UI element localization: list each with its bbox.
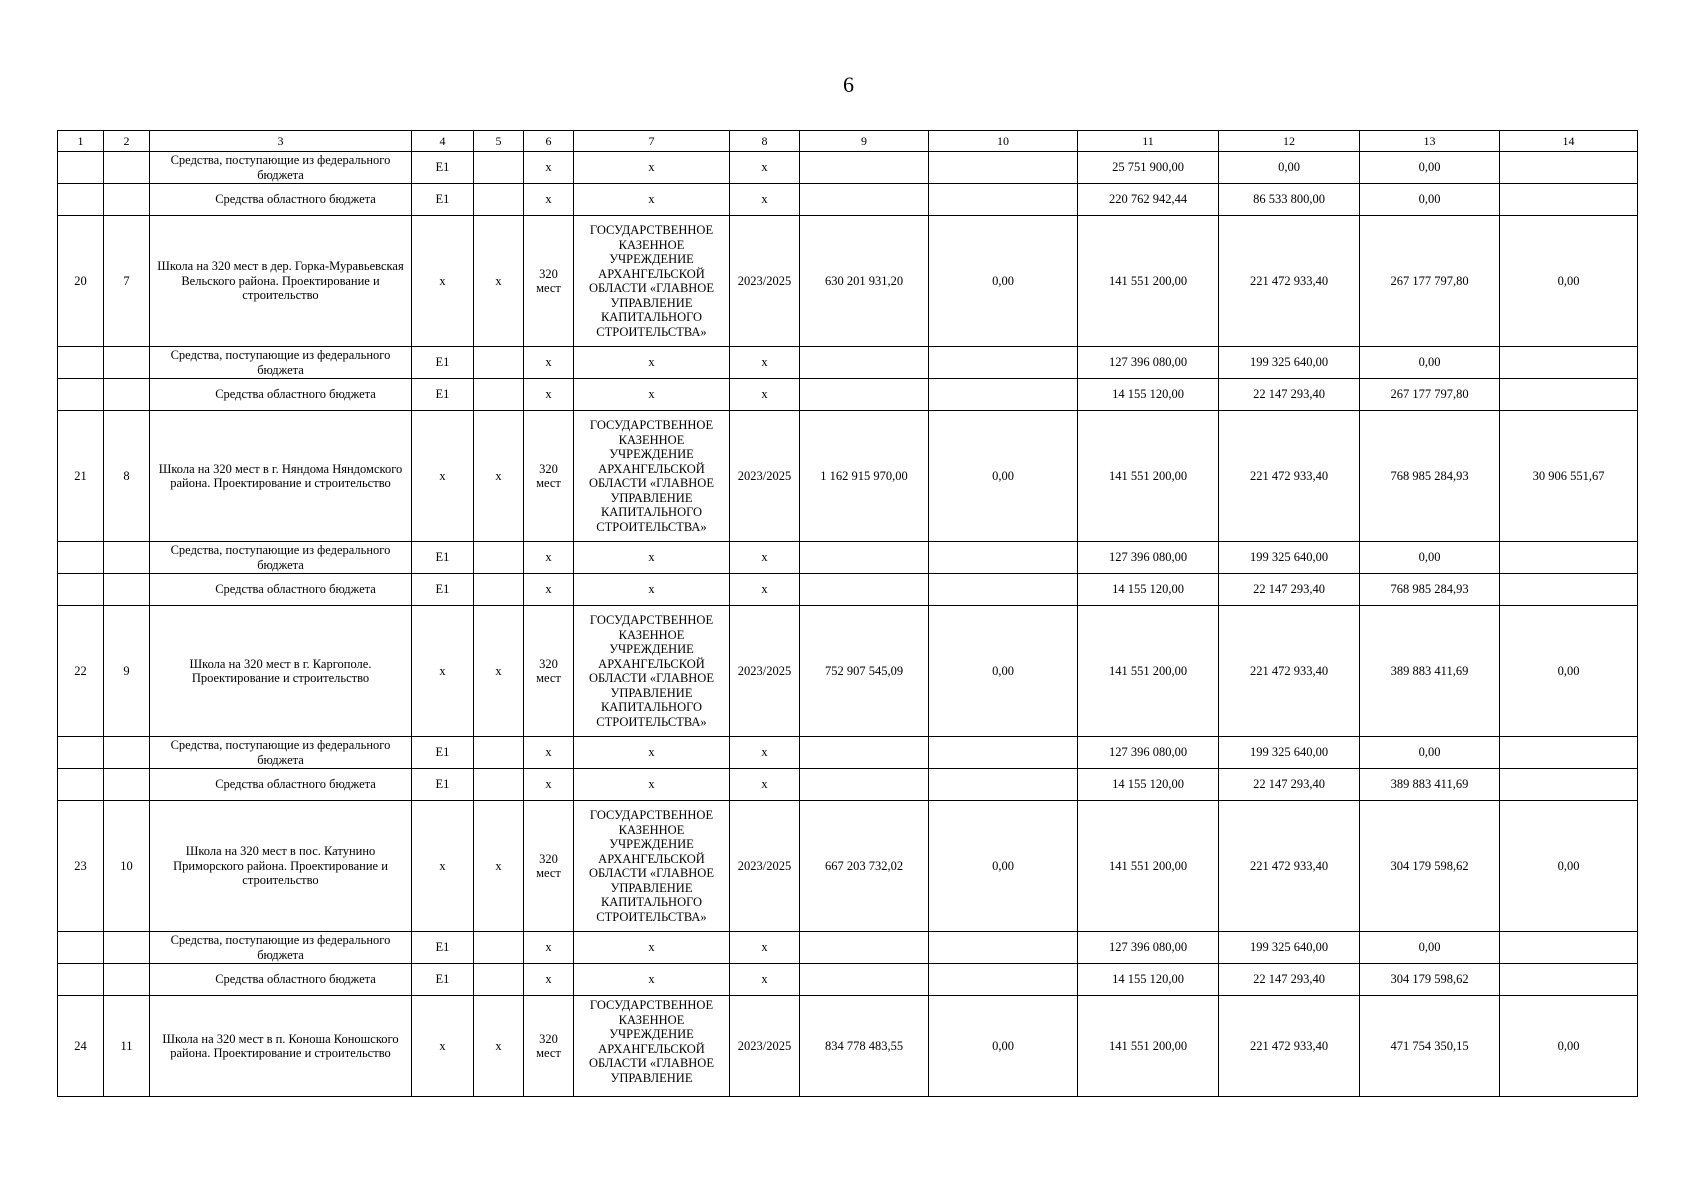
amount-col-11: 14 155 120,00 <box>1078 379 1219 411</box>
amount-col-12: 221 472 933,40 <box>1219 801 1360 932</box>
total-cost-cell: 630 201 931,20 <box>800 216 929 347</box>
amount-col-14: 0,00 <box>1500 996 1638 1097</box>
cell-col-5: х <box>474 606 524 737</box>
amount-col-14: 30 906 551,67 <box>1500 411 1638 542</box>
funding-source-row <box>58 152 1638 184</box>
period-cell: 2023/2025 <box>730 606 800 737</box>
row-number: 23 <box>58 801 104 932</box>
org-line: УЧРЕЖДЕНИЕ <box>609 837 694 851</box>
total-cost-cell <box>800 737 929 769</box>
page-number: 6 <box>843 72 854 97</box>
cell-col-5: х <box>474 216 524 347</box>
org-line: СТРОИТЕЛЬСТВА» <box>596 324 707 339</box>
customer-org <box>574 411 730 542</box>
customer-org: х <box>574 379 730 411</box>
amount-col-11: 14 155 120,00 <box>1078 574 1219 606</box>
object-row <box>58 606 1638 737</box>
org-line: СТРОИТЕЛЬСТВА» <box>596 909 707 924</box>
amount-col-12: 22 147 293,40 <box>1219 574 1360 606</box>
total-cost-cell <box>800 964 929 996</box>
item-number <box>104 152 150 184</box>
capacity-cell: х <box>524 347 574 379</box>
period-cell: х <box>730 769 800 801</box>
funding-source-row <box>58 184 1638 216</box>
cell-col-5 <box>474 932 524 964</box>
row-number: 22 <box>58 606 104 737</box>
amount-col-11: 141 551 200,00 <box>1078 801 1219 932</box>
capacity-cell: 320 мест <box>524 606 574 737</box>
customer-org: х <box>574 542 730 574</box>
cell-col-5 <box>474 379 524 411</box>
object-row <box>58 801 1638 932</box>
amount-col-14 <box>1500 769 1638 801</box>
cell-col-10 <box>929 964 1078 996</box>
period-cell: х <box>730 932 800 964</box>
org-line: СТРОИТЕЛЬСТВА» <box>596 519 707 534</box>
cell-col-5 <box>474 152 524 184</box>
capacity-cell: 320 мест <box>524 411 574 542</box>
code-cell: Е1 <box>412 542 474 574</box>
funding-source-row <box>58 542 1638 574</box>
row-number <box>58 769 104 801</box>
customer-org: х <box>574 964 730 996</box>
org-line: ГОСУДАРСТВЕННОЕ <box>589 998 714 1012</box>
amount-col-12: 221 472 933,40 <box>1219 411 1360 542</box>
cell-col-10 <box>929 347 1078 379</box>
object-name: Средства, поступающие из федерального бюджета <box>150 347 412 379</box>
period-cell: х <box>730 379 800 411</box>
row-number <box>58 964 104 996</box>
amount-col-11: 127 396 080,00 <box>1078 932 1219 964</box>
org-line: УПРАВЛЕНИЕ <box>610 1070 693 1085</box>
org-line: УЧРЕЖДЕНИЕ <box>609 447 694 461</box>
amount-col-11: 14 155 120,00 <box>1078 769 1219 801</box>
cell-col-10 <box>929 737 1078 769</box>
amount-col-14: 0,00 <box>1500 606 1638 737</box>
amount-col-11: 141 551 200,00 <box>1078 216 1219 347</box>
column-number: 2 <box>104 131 150 152</box>
total-cost-cell: 1 162 915 970,00 <box>800 411 929 542</box>
capacity-cell: х <box>524 184 574 216</box>
total-cost-cell: 834 778 483,55 <box>800 996 929 1097</box>
amount-col-13: 304 179 598,62 <box>1360 801 1500 932</box>
code-cell: х <box>412 996 474 1097</box>
object-name: Средства, поступающие из федерального бюджета <box>150 152 412 184</box>
item-number: 7 <box>104 216 150 347</box>
amount-col-14 <box>1500 542 1638 574</box>
org-line: АРХАНГЕЛЬСКОЙ <box>598 656 705 671</box>
org-line: ОБЛАСТИ «ГЛАВНОЕ <box>589 1056 714 1070</box>
code-cell: Е1 <box>412 152 474 184</box>
row-number <box>58 152 104 184</box>
column-number: 11 <box>1078 131 1219 152</box>
item-number <box>104 542 150 574</box>
org-line: УЧРЕЖДЕНИЕ <box>609 642 694 656</box>
amount-col-13: 389 883 411,69 <box>1360 606 1500 737</box>
amount-col-12: 22 147 293,40 <box>1219 379 1360 411</box>
cell-col-10 <box>929 152 1078 184</box>
amount-col-12: 22 147 293,40 <box>1219 769 1360 801</box>
cell-col-5 <box>474 737 524 769</box>
org-line: ОБЛАСТИ «ГЛАВНОЕ <box>589 866 714 880</box>
customer-org: х <box>574 769 730 801</box>
code-cell: Е1 <box>412 769 474 801</box>
amount-col-14 <box>1500 737 1638 769</box>
amount-col-12: 199 325 640,00 <box>1219 737 1360 769</box>
object-name: Школа на 320 мест в г. Няндома Няндомского района. Проектирование и строительство <box>150 411 412 542</box>
org-line: КАЗЕННОЕ <box>618 822 685 837</box>
amount-col-12: 0,00 <box>1219 152 1360 184</box>
cell-col-5 <box>474 574 524 606</box>
amount-col-14 <box>1500 964 1638 996</box>
funding-source-row <box>58 737 1638 769</box>
column-number: 12 <box>1219 131 1360 152</box>
object-name: Средства областного бюджета <box>150 964 412 996</box>
amount-col-13: 267 177 797,80 <box>1360 216 1500 347</box>
amount-col-12: 221 472 933,40 <box>1219 606 1360 737</box>
customer-org: х <box>574 152 730 184</box>
amount-col-14 <box>1500 184 1638 216</box>
period-cell: х <box>730 574 800 606</box>
funding-source-row <box>58 379 1638 411</box>
item-number <box>104 347 150 379</box>
row-number <box>58 932 104 964</box>
item-number: 11 <box>104 996 150 1097</box>
row-number: 20 <box>58 216 104 347</box>
amount-col-14 <box>1500 574 1638 606</box>
amount-col-13: 304 179 598,62 <box>1360 964 1500 996</box>
row-number: 21 <box>58 411 104 542</box>
amount-col-11: 220 762 942,44 <box>1078 184 1219 216</box>
item-number <box>104 737 150 769</box>
amount-col-14: 0,00 <box>1500 801 1638 932</box>
column-number: 13 <box>1360 131 1500 152</box>
capacity-cell: 320 мест <box>524 216 574 347</box>
period-cell: х <box>730 152 800 184</box>
object-name: Средства, поступающие из федерального бюджета <box>150 542 412 574</box>
total-cost-cell <box>800 769 929 801</box>
column-number: 6 <box>524 131 574 152</box>
customer-org: х <box>574 574 730 606</box>
cell-col-10 <box>929 542 1078 574</box>
org-line: ОБЛАСТИ «ГЛАВНОЕ <box>589 476 714 490</box>
amount-col-13: 0,00 <box>1360 152 1500 184</box>
org-line: ГОСУДАРСТВЕННОЕ <box>589 613 714 627</box>
org-line: УПРАВЛЕНИЕ <box>610 490 693 505</box>
amount-col-13: 267 177 797,80 <box>1360 379 1500 411</box>
amount-col-13: 768 985 284,93 <box>1360 574 1500 606</box>
amount-col-12: 221 472 933,40 <box>1219 216 1360 347</box>
period-cell: х <box>730 737 800 769</box>
row-number: 24 <box>58 996 104 1097</box>
org-line: КАЗЕННОЕ <box>618 432 685 447</box>
total-cost-cell: 667 203 732,02 <box>800 801 929 932</box>
cell-col-10: 0,00 <box>929 216 1078 347</box>
total-cost-cell <box>800 932 929 964</box>
org-line: КАПИТАЛЬНОГО <box>600 700 703 714</box>
cell-col-10 <box>929 769 1078 801</box>
column-number: 7 <box>574 131 730 152</box>
item-number <box>104 932 150 964</box>
amount-col-12: 221 472 933,40 <box>1219 996 1360 1097</box>
capacity-cell: х <box>524 542 574 574</box>
column-number: 10 <box>929 131 1078 152</box>
code-cell: Е1 <box>412 184 474 216</box>
cell-col-5 <box>474 769 524 801</box>
code-cell: х <box>412 606 474 737</box>
row-number <box>58 379 104 411</box>
row-number <box>58 184 104 216</box>
capacity-cell: х <box>524 932 574 964</box>
total-cost-cell <box>800 574 929 606</box>
amount-col-12: 199 325 640,00 <box>1219 932 1360 964</box>
org-line: КАЗЕННОЕ <box>618 627 685 642</box>
amount-col-13: 0,00 <box>1360 932 1500 964</box>
amount-col-13: 0,00 <box>1360 184 1500 216</box>
org-line: УЧРЕЖДЕНИЕ <box>609 252 694 266</box>
org-line: АРХАНГЕЛЬСКОЙ <box>598 266 705 281</box>
capacity-cell: 320 мест <box>524 801 574 932</box>
capacity-cell: х <box>524 574 574 606</box>
amount-col-13: 389 883 411,69 <box>1360 769 1500 801</box>
total-cost-cell <box>800 184 929 216</box>
funding-source-row <box>58 932 1638 964</box>
column-number: 8 <box>730 131 800 152</box>
cell-col-10: 0,00 <box>929 411 1078 542</box>
amount-col-11: 141 551 200,00 <box>1078 996 1219 1097</box>
amount-col-14 <box>1500 932 1638 964</box>
total-cost-cell <box>800 347 929 379</box>
amount-col-13: 0,00 <box>1360 347 1500 379</box>
amount-col-11: 127 396 080,00 <box>1078 737 1219 769</box>
org-line: ОБЛАСТИ «ГЛАВНОЕ <box>589 671 714 685</box>
amount-col-14 <box>1500 152 1638 184</box>
cell-col-10: 0,00 <box>929 996 1078 1097</box>
item-number: 10 <box>104 801 150 932</box>
column-number: 3 <box>150 131 412 152</box>
cell-col-5 <box>474 347 524 379</box>
code-cell: Е1 <box>412 964 474 996</box>
amount-col-11: 127 396 080,00 <box>1078 347 1219 379</box>
period-cell: 2023/2025 <box>730 411 800 542</box>
funding-source-row <box>58 574 1638 606</box>
amount-col-13: 471 754 350,15 <box>1360 996 1500 1097</box>
org-line: ГОСУДАРСТВЕННОЕ <box>589 808 714 822</box>
org-line: АРХАНГЕЛЬСКОЙ <box>598 851 705 866</box>
customer-org <box>574 606 730 737</box>
cell-col-10 <box>929 379 1078 411</box>
period-cell: 2023/2025 <box>730 996 800 1097</box>
item-number <box>104 379 150 411</box>
customer-org: х <box>574 184 730 216</box>
amount-col-11: 141 551 200,00 <box>1078 411 1219 542</box>
cell-col-5 <box>474 542 524 574</box>
amount-col-13: 0,00 <box>1360 542 1500 574</box>
customer-org <box>574 996 730 1097</box>
object-name: Школа на 320 мест в п. Коноша Коношского района. Проектирование и строительство <box>150 996 412 1097</box>
amount-col-12: 86 533 800,00 <box>1219 184 1360 216</box>
org-line: АРХАНГЕЛЬСКОЙ <box>598 1041 705 1056</box>
cell-col-5: х <box>474 996 524 1097</box>
capacity-cell: х <box>524 152 574 184</box>
amount-col-11: 141 551 200,00 <box>1078 606 1219 737</box>
column-number: 5 <box>474 131 524 152</box>
column-number: 4 <box>412 131 474 152</box>
customer-org <box>574 801 730 932</box>
funding-source-row <box>58 769 1638 801</box>
total-cost-cell: 752 907 545,09 <box>800 606 929 737</box>
column-number-row <box>58 131 1638 152</box>
object-name: Средства областного бюджета <box>150 769 412 801</box>
item-number <box>104 574 150 606</box>
object-name: Школа на 320 мест в г. Каргополе. Проектирование и строительство <box>150 606 412 737</box>
amount-col-12: 22 147 293,40 <box>1219 964 1360 996</box>
item-number <box>104 964 150 996</box>
item-number: 9 <box>104 606 150 737</box>
org-line: КАПИТАЛЬНОГО <box>600 895 703 909</box>
funding-source-row <box>58 964 1638 996</box>
period-cell: х <box>730 347 800 379</box>
code-cell: Е1 <box>412 574 474 606</box>
item-number <box>104 769 150 801</box>
code-cell: Е1 <box>412 737 474 769</box>
org-line: УПРАВЛЕНИЕ <box>610 880 693 895</box>
code-cell: х <box>412 216 474 347</box>
row-number <box>58 347 104 379</box>
org-line: КАЗЕННОЕ <box>618 237 685 252</box>
amount-col-12: 199 325 640,00 <box>1219 347 1360 379</box>
total-cost-cell <box>800 542 929 574</box>
period-cell: 2023/2025 <box>730 801 800 932</box>
period-cell: х <box>730 184 800 216</box>
item-number: 8 <box>104 411 150 542</box>
capacity-cell: х <box>524 964 574 996</box>
customer-org <box>574 216 730 347</box>
object-row <box>58 216 1638 347</box>
code-cell: Е1 <box>412 379 474 411</box>
amount-col-11: 14 155 120,00 <box>1078 964 1219 996</box>
cell-col-10 <box>929 574 1078 606</box>
object-name: Школа на 320 мест в дер. Горка-Муравьевская Вельского района. Проектирование и строительство <box>150 216 412 347</box>
code-cell: х <box>412 411 474 542</box>
capacity-cell: х <box>524 737 574 769</box>
customer-org: х <box>574 347 730 379</box>
org-line: УЧРЕЖДЕНИЕ <box>609 1027 694 1041</box>
org-line: КАПИТАЛЬНОГО <box>600 505 703 519</box>
row-number <box>58 542 104 574</box>
object-name: Средства областного бюджета <box>150 184 412 216</box>
funding-source-row <box>58 347 1638 379</box>
org-line: ГОСУДАРСТВЕННОЕ <box>589 418 714 432</box>
org-line: ГОСУДАРСТВЕННОЕ <box>589 223 714 237</box>
cell-col-5: х <box>474 411 524 542</box>
column-number: 9 <box>800 131 929 152</box>
capacity-cell: 320 мест <box>524 996 574 1097</box>
cell-col-5 <box>474 964 524 996</box>
amount-col-13: 0,00 <box>1360 737 1500 769</box>
amount-col-13: 768 985 284,93 <box>1360 411 1500 542</box>
org-line: УПРАВЛЕНИЕ <box>610 295 693 310</box>
code-cell: Е1 <box>412 347 474 379</box>
amount-col-14 <box>1500 379 1638 411</box>
object-name: Средства областного бюджета <box>150 574 412 606</box>
table-body <box>58 131 1638 1097</box>
cell-col-10 <box>929 184 1078 216</box>
org-line: КАПИТАЛЬНОГО <box>600 310 703 324</box>
total-cost-cell <box>800 379 929 411</box>
object-name: Средства, поступающие из федерального бюджета <box>150 932 412 964</box>
period-cell: 2023/2025 <box>730 216 800 347</box>
object-row <box>58 411 1638 542</box>
org-line: УПРАВЛЕНИЕ <box>610 685 693 700</box>
org-line: СТРОИТЕЛЬСТВА» <box>596 714 707 729</box>
row-number <box>58 737 104 769</box>
cell-col-5 <box>474 184 524 216</box>
cell-col-10 <box>929 932 1078 964</box>
customer-org: х <box>574 737 730 769</box>
cell-col-10: 0,00 <box>929 801 1078 932</box>
total-cost-cell <box>800 152 929 184</box>
object-name: Средства, поступающие из федерального бюджета <box>150 737 412 769</box>
row-number <box>58 574 104 606</box>
org-line: КАЗЕННОЕ <box>618 1012 685 1027</box>
capacity-cell: х <box>524 769 574 801</box>
object-row <box>58 996 1638 1097</box>
amount-col-11: 127 396 080,00 <box>1078 542 1219 574</box>
amount-col-12: 199 325 640,00 <box>1219 542 1360 574</box>
item-number <box>104 184 150 216</box>
object-name: Средства областного бюджета <box>150 379 412 411</box>
cell-col-10: 0,00 <box>929 606 1078 737</box>
capacity-cell: х <box>524 379 574 411</box>
period-cell: х <box>730 964 800 996</box>
cell-col-5: х <box>474 801 524 932</box>
column-number: 1 <box>58 131 104 152</box>
customer-org: х <box>574 932 730 964</box>
amount-col-14: 0,00 <box>1500 216 1638 347</box>
org-line: ОБЛАСТИ «ГЛАВНОЕ <box>589 281 714 295</box>
period-cell: х <box>730 542 800 574</box>
budget-table <box>57 130 1638 1097</box>
org-line: АРХАНГЕЛЬСКОЙ <box>598 461 705 476</box>
code-cell: х <box>412 801 474 932</box>
object-name: Школа на 320 мест в пос. Катунино Приморского района. Проектирование и строительство <box>150 801 412 932</box>
code-cell: Е1 <box>412 932 474 964</box>
amount-col-14 <box>1500 347 1638 379</box>
column-number: 14 <box>1500 131 1638 152</box>
amount-col-11: 25 751 900,00 <box>1078 152 1219 184</box>
